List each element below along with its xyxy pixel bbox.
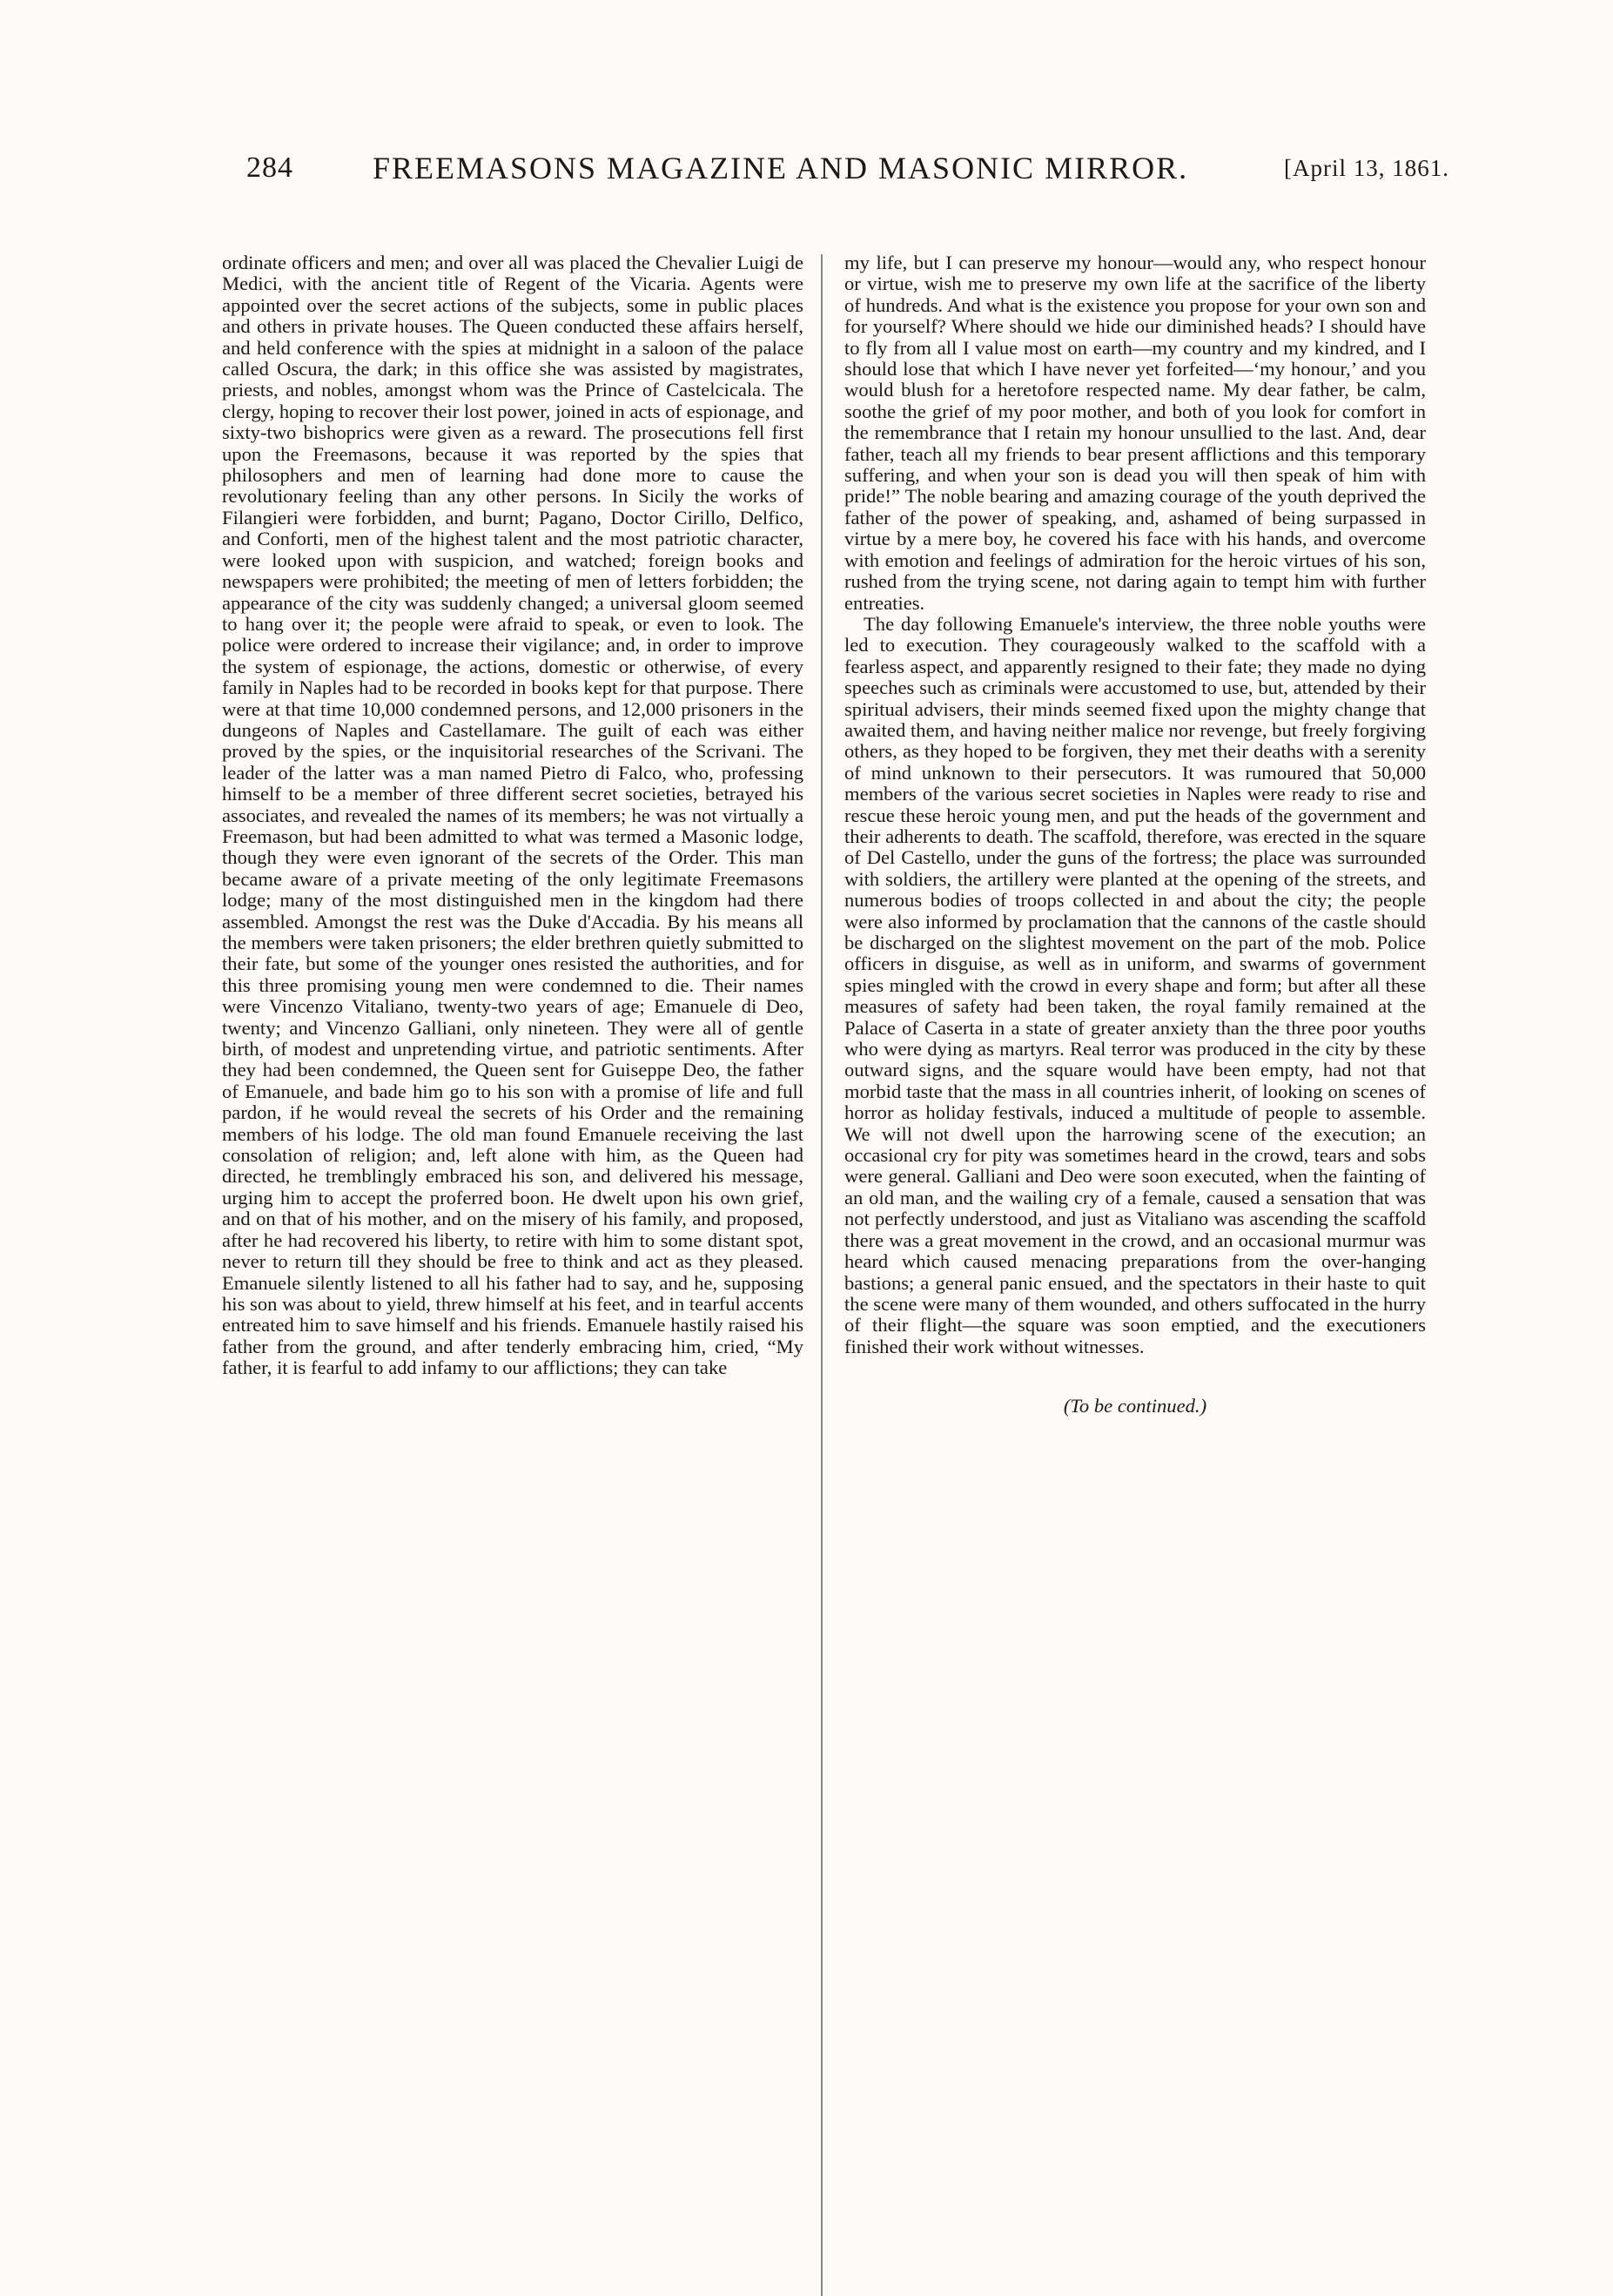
right-column-paragraph-2: The day following Emanuele's interview, the three noble youths were led to execution. They courageously walked to the scaffold with a fearless aspect, and apparently resigned to their fate; they made no dying speeches such as criminals were accustomed to use, but, attended by their spiritual advisers, their minds seemed fixed upon the mighty change that awaited them, and having neither malice nor revenge, but freely forgiving others, as they hoped to be forgiven, they met their deaths with a serenity of mind unknown to their persecutors. It was rumoured that 50,000 members of the various secret societies in Naples were ready to rise and rescue these heroic young men, and put the heads of the government and their adherents to death. The scaffold, therefore, was erected in the square of Del Castello, under the guns of the fortress; the place was surrounded with soldiers, the artillery were planted at the opening of the streets, and numerous bodies of troops collected in and about the city; the people were also informed by proclamation that the cannons of the castle should be discharged on the slightest movement on the part of the mob. Police officers in disguise, as well as in uniform, and swarms of government spies mingled with the crowd in every shape and form; but after all these measures of safety had been taken, the royal family remained at the Palace of Caserta in a state of greater anxiety than the three poor youths who were dying as martyrs. Real terror was produced in the city by these outward signs, and the square would have been empty, had not that morbid taste that the mass in all countries inherit, of looking on scenes of horror as holiday festivals, induced a multitude of people to assemble. We will not dwell upon the harrowing scene of the execution; an occasional cry for pity was sometimes heard in the crowd, tears and sobs were general. Galliani and Deo were soon executed, when the fainting of an old man, and the wailing cry of a female, caused a sensation that was not perfectly understood, and just as Vitaliano was ascending the scaffold there was a great movement in the crowd, and an occasional murmur was heard which caused menacing preparations from the over-hanging bastions; a general panic ensued, and the spectators in their haste to quit the scene were many of them wounded, and others suffocated in the hurry of their flight—the square was soon emptied, and the executioners finished their work without witnesses. <box>844 612 1426 1357</box>
right-column <box>844 252 1426 1417</box>
journal-title: FREEMASONS MAGAZINE AND MASONIC MIRROR. <box>373 151 1189 185</box>
page-number: 284 <box>246 151 293 184</box>
issue-date: [April 13, 1861. <box>1284 155 1449 181</box>
left-column-text: ordinate officers and men; and over all was placed the Chevalier Luigi de Medici, with the ancient title of Regent of the Vicaria. Agents were appointed over the secret actions of the subjects, some in public places and others in private houses. The Queen conducted these affairs herself, and held conference with the spies at midnight in a saloon of the palace called Oscura, the dark; in this office she was assisted by magistrates, priests, and nobles, amongst whom was the Prince of Castelcicala. The clergy, hoping to recover their lost power, joined in acts of espionage, and sixty-two bishoprics were given as a reward. The prosecutions fell first upon the Freemasons, because it was reported by the spies that philosophers and men of learning had done more to cause the revolutionary feeling than any other persons. In Sicily the works of Filangieri were forbidden, and burnt; Pagano, Doctor Cirillo, Delfico, and Conforti, men of the highest talent and the most patriotic character, were looked upon with suspicion, and watched; foreign books and newspapers were prohibited; the meeting of men of letters forbidden; the appearance of the city was suddenly changed; a universal gloom seemed to hang over it; the people were afraid to speak, or even to look. The police were ordered to increase their vigilance; and, in order to improve the system of espionage, the actions, domestic or otherwise, of every family in Naples had to be recorded in books kept for that purpose. There were at that time 10,000 condemned persons, and 12,000 prisoners in the dungeons of Naples and Castellamare. The guilt of each was either proved by the spies, or the inquisitorial researches of the Scrivani. The leader of the latter was a man named Pietro di Falco, who, professing himself to be a member of three different secret societies, betrayed his associates, and revealed the names of its members; he was not virtually a Freemason, but had been admitted to what was termed a Masonic lodge, though they were even ignorant of the secrets of the Order. This man became aware of a private meeting of the only legitimate Freemasons lodge; many of the most distinguished men in the kingdom had there assembled. Amongst the rest was the Duke d'Accadia. By his means all the members were taken prisoners; the elder brethren quietly submitted to their fate, but some of the younger ones resisted the authorities, and for this three promising young men were condemned to die. Their names were Vincenzo Vitaliano, twenty-two years of age; Emanuele di Deo, twenty; and Vincenzo Galliani, only nineteen. They were all of gentle birth, of modest and unpretending virtue, and patriotic sentiments. After they had been condemned, the Queen sent for Guiseppe Deo, the father of Emanuele, and bade him go to his son with a promise of life and full pardon, if he would reveal the secrets of his Order and the remaining members of his lodge. The old man found Emanuele receiving the last consolation of religion; and, left alone with him, as the Queen had directed, he tremblingly embraced his son, and delivered his message, urging him to accept the proferred boon. He dwelt upon his own grief, and on that of his mother, and on the misery of his family, and proposed, after he had recovered his liberty, to retire with him to some distant spot, never to return till they should be free to think and act as they pleased. Emanuele silently listened to all his father had to say, and he, supposing his son was about to yield, threw himself at his feet, and in tearful accents entreated him to save himself and his friends. Emanuele hastily raised his father from the ground, and after tenderly embracing him, cried, “My father, it is fearful to add infamy to our afflictions; they can take <box>222 252 803 1379</box>
column-divider <box>821 254 823 2296</box>
continued-note: (To be continued.) <box>1063 1395 1207 1417</box>
page-header <box>246 150 1449 199</box>
left-column <box>222 252 803 1379</box>
right-column-paragraph-1: my life, but I can preserve my honour—would any, who respect honour or virtue, wish me to preserve my own life at the sacrifice of the liberty of hundreds. And what is the existence you propose for your own son and for yourself? Where should we hide our diminished heads? I should have to fly from all I value most on earth—my country and my kindred, and I should lose that which I have never yet forfeited—‘my honour,’ and you would blush for a heretofore respected name. My dear father, be calm, soothe the grief of my poor mother, and both of you look for comfort in the remembrance that I retain my honour unsullied to the last. And, dear father, teach all my friends to bear present afflictions and this temporary suffering, and when your son is dead you will then speak of him with pride!” The noble bearing and amazing courage of the youth deprived the father of the power of speaking, and, ashamed of being surpassed in virtue by a mere boy, he covered his face with his hands, and overcome with emotion and feelings of admiration for the heroic virtues of his son, rushed from the trying scene, not daring again to tempt him with further entreaties. <box>844 252 1426 614</box>
